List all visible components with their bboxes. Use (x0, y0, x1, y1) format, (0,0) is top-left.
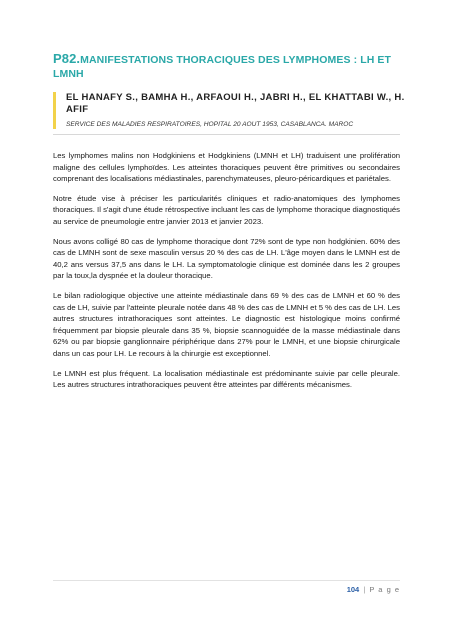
abstract-header (53, 52, 403, 81)
footer-divider (53, 580, 400, 581)
page-footer (347, 585, 400, 594)
paragraph: Notre étude vise à préciser les particularités cliniques et radio-anatomiques des lymphomes thoraciques. Il s'agit d'une étude rétrospective incluant les cas de lymphome thoracique diagnostiqués au service de pneumologie entre janvier 2013 et janvier 2023. (53, 193, 400, 226)
abstract-title (53, 52, 403, 81)
footer-separator: | (363, 585, 366, 594)
paragraph: Les lymphomes malins non Hodgkiniens et Hodgkiniens (LMNH et LH) traduisent une prolifération maligne des cellules lymphoïdes. Les atteintes thoraciques peuvent être primitives ou secondaires comprenant des localisations médiastinales, parenchymateuses, pleuro-péricardiques et pariétales. (53, 151, 400, 184)
abstract-body (53, 150, 400, 399)
authors-block (53, 92, 413, 129)
page-label: P a g e (369, 585, 400, 594)
header-divider (53, 134, 400, 135)
paragraph: Le bilan radiologique objective une atteinte médiastinale dans 69 % des cas de LMNH et 60 % des cas de LH, suivie par l'atteinte pleurale notée dans 48 % des cas de LMNH et 5 % des cas de LH. Les autres structures intrathoraciques sont atteintes. Le diagnostic est histologique moins confirmé fréquemment par biopsie pleurale dans 35 %, biopsie scannoguidée de la masse médiastinale dans 62% ou par biopsie ganglionnaire périphérique dans 27% pour le LMNH, et une biopsie chirurgicale dans un cas pour LH. Le recours à la chirurgie est exceptionnel. (53, 290, 400, 358)
authors: EL HANAFY S., BAMHA H., ARFAOUI H., JABRI H., EL KHATTABI W., H. AFIF (66, 92, 405, 115)
paragraph: Nous avons colligé 80 cas de lymphome thoracique dont 72% sont de type non hodgkinien. 60% des cas de LMNH sont de sexe masculin versus 20 % des cas de LH. L'âge moyen dans le LMNH est de 40,2 ans versus 37,5 ans dans le LH. La symptomatologie clinique est dominée dans les 2 groupes par la toux,la dyspnée et la douleur thoracique. (53, 236, 400, 281)
affiliation: SERVICE DES MALADIES RESPIRATOIRES, HOPITAL 20 AOUT 1953, CASABLANCA. MAROC (66, 121, 354, 128)
page-number: 104 (346, 585, 360, 594)
abstract-title-text: MANIFESTATIONS THORACIQUES DES LYMPHOMES : LH ET LMNH (53, 54, 392, 80)
abstract-code: P82. (53, 51, 81, 66)
paragraph: Le LMNH est plus fréquent. La localisation médiastinale est prédominante suivie par celle pleurale. Les autres structures intrathoraciques peuvent être atteintes par différents mécanismes. (53, 368, 400, 390)
